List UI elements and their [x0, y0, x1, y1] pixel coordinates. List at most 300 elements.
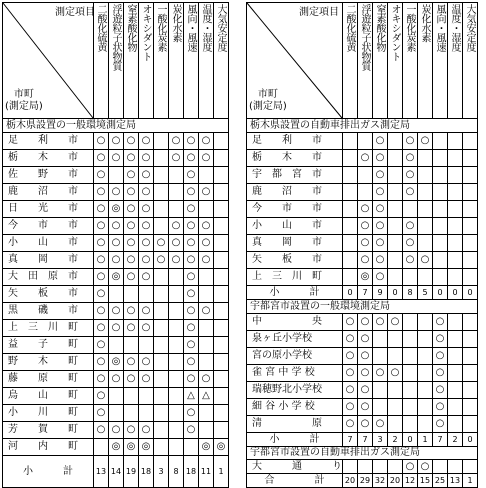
measure-cell: ○ [358, 365, 373, 382]
section-title: 栃木県設置の自動車排出ガス測定局 [247, 119, 478, 133]
measure-cell [214, 235, 229, 252]
measure-cell [358, 460, 373, 474]
measure-cell [388, 331, 403, 348]
station-name: 足 利 市 [247, 133, 343, 150]
measure-cell [418, 399, 433, 416]
measure-cell [403, 399, 418, 416]
measure-cell: ○ [403, 218, 418, 235]
measure-cell: ○ [199, 371, 214, 388]
item-label: 測定項目 [299, 7, 339, 18]
measure-cell: ○ [358, 235, 373, 252]
item-label: 測定項目 [55, 7, 95, 18]
measure-cell [124, 388, 139, 405]
measure-cell: ○ [373, 252, 388, 269]
station-name: 上 三 川 町 [3, 320, 94, 337]
measure-cell: ◎ [214, 439, 229, 456]
measure-cell: ○ [169, 133, 184, 150]
column-header-label: 風向・風速 [434, 4, 445, 52]
right-subtotal2-row [247, 433, 478, 447]
measure-cell: ○ [94, 167, 109, 184]
measure-cell: ◎ [199, 439, 214, 456]
column-header-label: 二酸化硫黄 [95, 4, 106, 52]
measure-cell [433, 201, 448, 218]
measure-cell: ○ [433, 314, 448, 331]
measure-cell [343, 184, 358, 201]
measure-cell: ○ [109, 133, 124, 150]
measure-cell [448, 218, 463, 235]
section-title: 栃木県設置の一般環境測定局 [3, 119, 229, 133]
station-name: 鹿 沼 市 [247, 184, 343, 201]
measure-cell: ○ [139, 354, 154, 371]
measure-cell: ○ [139, 235, 154, 252]
measure-cell: ○ [343, 365, 358, 382]
measure-cell: ○ [199, 218, 214, 235]
station-row [3, 320, 229, 337]
measure-cell: ○ [94, 235, 109, 252]
measure-cell: ○ [373, 314, 388, 331]
measure-cell [463, 399, 478, 416]
measure-cell: ○ [124, 218, 139, 235]
measure-cell [403, 382, 418, 399]
station-name: 清 原 [247, 416, 343, 433]
station-row [3, 252, 229, 269]
left-subtotal-row-value: 14 [109, 456, 124, 488]
measure-cell: ○ [373, 365, 388, 382]
right-subtotal2-row-value: 2 [448, 433, 463, 447]
station-row [3, 150, 229, 167]
measure-cell [433, 235, 448, 252]
measure-cell [169, 422, 184, 439]
measure-cell: ○ [124, 184, 139, 201]
measure-cell: ○ [139, 371, 154, 388]
station-row [247, 167, 478, 184]
station-name: 真 岡 市 [247, 235, 343, 252]
measure-cell: ○ [139, 218, 154, 235]
measure-cell [154, 320, 169, 337]
measure-cell [463, 133, 478, 150]
station-name: 泉ヶ丘小学校 [247, 331, 343, 348]
measure-cell: ◎ [358, 269, 373, 286]
station-name: 細 谷 小 学 校 [247, 399, 343, 416]
measure-cell [463, 252, 478, 269]
measure-cell: ○ [373, 235, 388, 252]
measure-cell [154, 337, 169, 354]
measure-cell [373, 331, 388, 348]
measure-cell: ○ [403, 133, 418, 150]
measure-cell [463, 331, 478, 348]
measure-cell [388, 201, 403, 218]
station-row [3, 303, 229, 320]
measure-cell [388, 460, 403, 474]
measure-cell: ○ [94, 320, 109, 337]
measure-cell: ○ [184, 371, 199, 388]
measure-cell: ○ [199, 303, 214, 320]
measure-cell [199, 286, 214, 303]
measure-cell [169, 371, 184, 388]
measure-cell: ○ [358, 382, 373, 399]
measure-cell: ○ [403, 167, 418, 184]
measure-cell [463, 218, 478, 235]
measure-cell [199, 354, 214, 371]
measure-cell: ○ [169, 252, 184, 269]
measure-cell: ◎ [109, 269, 124, 286]
station-row [3, 201, 229, 218]
station-row [3, 422, 229, 439]
station-name: 今 市 市 [247, 201, 343, 218]
station-name: 瑞穂野北小学校 [247, 382, 343, 399]
column-header [184, 3, 199, 119]
measure-cell: ○ [343, 399, 358, 416]
right-subtotal1-row-value: 0 [448, 286, 463, 300]
measure-cell: ○ [199, 184, 214, 201]
measure-cell: ○ [94, 133, 109, 150]
grand-total-row-value: 20 [388, 474, 403, 488]
right-subtotal2-row-value: 7 [358, 433, 373, 447]
measure-cell [418, 365, 433, 382]
station-row [3, 286, 229, 303]
measure-cell [448, 201, 463, 218]
measure-cell: ○ [94, 371, 109, 388]
measure-cell [433, 184, 448, 201]
station-name: 足 利 市 [3, 133, 94, 150]
station-row [3, 235, 229, 252]
measure-cell: ○ [169, 235, 184, 252]
column-header-label: 大気安定度 [215, 4, 226, 52]
measure-cell: ○ [139, 201, 154, 218]
measure-cell [373, 399, 388, 416]
measure-cell: ○ [94, 252, 109, 269]
measure-cell: ○ [109, 235, 124, 252]
section-title: 宇都宮市設置の一般環境測定局 [247, 300, 478, 314]
measure-cell [463, 201, 478, 218]
station-name: 矢 板 市 [247, 252, 343, 269]
measure-cell [139, 405, 154, 422]
measure-cell [448, 416, 463, 433]
measure-cell: ○ [403, 184, 418, 201]
right-subtotal1-row-value: 0 [343, 286, 358, 300]
station-name: 上 三 川 町 [247, 269, 343, 286]
measure-cell: △ [199, 388, 214, 405]
station-row [3, 337, 229, 354]
measure-cell [343, 218, 358, 235]
station-name: 小 山 市 [247, 218, 343, 235]
measure-cell [214, 133, 229, 150]
column-header-label: 風向・風速 [185, 4, 196, 52]
station-name: 野 木 町 [3, 354, 94, 371]
header-corner [3, 3, 94, 119]
measure-cell [448, 184, 463, 201]
left-subtotal-row-value: 19 [124, 456, 139, 488]
section-row [247, 447, 478, 460]
measure-cell [388, 252, 403, 269]
column-header-label: 一酸化炭素 [155, 4, 166, 52]
measure-cell: ○ [124, 303, 139, 320]
measure-cell [388, 133, 403, 150]
right-subtotal1-row-value: 7 [358, 286, 373, 300]
measure-cell [448, 314, 463, 331]
measure-cell [214, 286, 229, 303]
measure-cell [403, 201, 418, 218]
station-row [3, 405, 229, 422]
measure-cell: ○ [184, 184, 199, 201]
column-header [199, 3, 214, 119]
grand-total-row-label: 合 計 [247, 474, 343, 488]
measure-cell [448, 348, 463, 365]
measure-cell [418, 167, 433, 184]
grand-total-row-value: 29 [358, 474, 373, 488]
measure-cell [169, 303, 184, 320]
measure-cell [154, 439, 169, 456]
measure-cell: ○ [199, 133, 214, 150]
measure-cell [463, 167, 478, 184]
grand-total-row-value: 20 [343, 474, 358, 488]
measure-cell: ○ [94, 337, 109, 354]
grand-total-row-value: 25 [433, 474, 448, 488]
section-row [3, 119, 229, 133]
measure-cell: ◎ [139, 439, 154, 456]
measure-cell [388, 150, 403, 167]
measure-cell [154, 354, 169, 371]
measure-cell [388, 269, 403, 286]
measure-cell [388, 416, 403, 433]
measure-cell: ○ [154, 235, 169, 252]
measure-cell: ◎ [109, 201, 124, 218]
measure-cell: ○ [199, 235, 214, 252]
left-subtotal-row-value: 8 [169, 456, 184, 488]
section-row [247, 300, 478, 314]
measure-cell: ○ [343, 416, 358, 433]
measure-cell: ○ [109, 422, 124, 439]
measure-cell [373, 348, 388, 365]
right-subtotal1-row-label: 小 計 [247, 286, 343, 300]
measure-cell: ○ [124, 133, 139, 150]
station-name: 日 光 市 [3, 201, 94, 218]
measure-cell [154, 184, 169, 201]
measure-cell [403, 365, 418, 382]
right-header-row [247, 3, 478, 119]
station-row [247, 235, 478, 252]
measure-cell: ○ [94, 286, 109, 303]
measure-cell: ○ [139, 252, 154, 269]
measure-cell: ○ [358, 331, 373, 348]
measure-cell [388, 167, 403, 184]
measure-cell [463, 184, 478, 201]
station-row [247, 184, 478, 201]
grand-total-row-value: 32 [373, 474, 388, 488]
measure-cell: ○ [109, 320, 124, 337]
measure-cell [139, 286, 154, 303]
measure-cell [463, 416, 478, 433]
section-row [247, 119, 478, 133]
measure-cell [418, 416, 433, 433]
station-name: 藤 原 町 [3, 371, 94, 388]
measure-cell [463, 269, 478, 286]
measure-cell [448, 133, 463, 150]
measure-cell: ○ [124, 235, 139, 252]
measure-cell: ○ [433, 382, 448, 399]
right-subtotal1-row-value: 9 [373, 286, 388, 300]
measure-cell: ○ [358, 348, 373, 365]
station-name: 雀 宮 中 学 校 [247, 365, 343, 382]
column-header [448, 3, 463, 119]
station-name: 黒 磯 市 [3, 303, 94, 320]
station-row [247, 416, 478, 433]
right-subtotal2-row-value: 2 [388, 433, 403, 447]
measure-cell: ○ [124, 201, 139, 218]
measure-cell [169, 388, 184, 405]
station-name: 大 通 り [247, 460, 343, 474]
measure-cell [154, 422, 169, 439]
column-header-label: 温度・湿度 [449, 4, 460, 52]
station-row [247, 348, 478, 365]
measure-cell: ○ [373, 167, 388, 184]
measure-cell: ○ [184, 252, 199, 269]
area-label-line1: 市町 [13, 89, 34, 100]
station-name: 大 田 原 市 [3, 269, 94, 286]
measure-cell: ○ [373, 269, 388, 286]
left-subtotal-row-value: 13 [94, 456, 109, 488]
station-name: 河 内 町 [3, 439, 94, 456]
measure-cell [154, 201, 169, 218]
measure-cell: ○ [94, 354, 109, 371]
measure-cell [403, 331, 418, 348]
station-row [3, 218, 229, 235]
measure-cell [214, 337, 229, 354]
measure-cell: ○ [109, 252, 124, 269]
measure-cell: ○ [343, 382, 358, 399]
measure-cell: ○ [358, 252, 373, 269]
column-header [463, 3, 478, 119]
measure-cell [418, 382, 433, 399]
column-header-label: 浮遊粒子状物質 [359, 4, 370, 71]
measure-cell: ○ [433, 365, 448, 382]
measure-cell: ○ [109, 371, 124, 388]
measure-cell [388, 235, 403, 252]
measure-cell: ○ [343, 314, 358, 331]
measure-cell: ○ [124, 269, 139, 286]
left-subtotal-row-value: 18 [184, 456, 199, 488]
measure-cell [343, 201, 358, 218]
left-subtotal-row-value: 11 [199, 456, 214, 488]
section-title: 宇都宮市設置の自動車排出ガス測定局 [247, 447, 478, 460]
measure-cell [448, 150, 463, 167]
measure-cell [214, 405, 229, 422]
measure-cell [448, 460, 463, 474]
measure-cell: ○ [94, 269, 109, 286]
measure-cell [418, 348, 433, 365]
measure-cell [403, 314, 418, 331]
measure-cell [169, 286, 184, 303]
station-row [3, 133, 229, 150]
measure-cell: ○ [418, 252, 433, 269]
measure-cell: ○ [184, 422, 199, 439]
station-name: 中 央 [247, 314, 343, 331]
measure-cell [214, 201, 229, 218]
measure-cell: ○ [184, 269, 199, 286]
area-label [249, 89, 287, 113]
measure-cell: ○ [199, 150, 214, 167]
station-row [247, 365, 478, 382]
station-row [247, 218, 478, 235]
measure-cell: ○ [373, 133, 388, 150]
measure-cell: ○ [124, 354, 139, 371]
column-header [124, 3, 139, 119]
right-subtotal2-row-label: 小 計 [247, 433, 343, 447]
measure-cell [154, 269, 169, 286]
right-subtotal2-row-value: 7 [343, 433, 358, 447]
measure-cell [433, 460, 448, 474]
left-subtotal-row-value: 18 [139, 456, 154, 488]
station-name: 今 市 市 [3, 218, 94, 235]
measure-cell [214, 354, 229, 371]
measure-cell: ◎ [109, 354, 124, 371]
measure-cell [388, 218, 403, 235]
grand-total-row [247, 474, 478, 488]
column-header [418, 3, 433, 119]
measure-cell [418, 150, 433, 167]
column-header [154, 3, 169, 119]
column-header-label: オキシダント [140, 4, 151, 61]
column-header-label: 窒素酸化物 [374, 4, 385, 52]
measure-cell: ○ [403, 235, 418, 252]
measure-cell [433, 133, 448, 150]
column-header-label: 大気安定度 [464, 4, 475, 52]
measure-cell [433, 252, 448, 269]
column-header-label: 炭化水素 [170, 4, 181, 42]
measure-cell: ○ [109, 218, 124, 235]
measure-cell: ○ [184, 235, 199, 252]
measure-cell [154, 286, 169, 303]
station-row [3, 167, 229, 184]
measure-cell: ○ [433, 416, 448, 433]
measure-cell [448, 235, 463, 252]
right-subtotal1-row-value: 0 [433, 286, 448, 300]
right-subtotal2-row-value: 0 [403, 433, 418, 447]
measure-cell [463, 314, 478, 331]
measure-cell [109, 337, 124, 354]
measure-cell [343, 269, 358, 286]
measure-cell: ○ [184, 133, 199, 150]
measure-cell [448, 399, 463, 416]
measure-cell [418, 269, 433, 286]
measure-cell [109, 286, 124, 303]
station-row [3, 371, 229, 388]
measure-cell [109, 388, 124, 405]
measure-cell [214, 252, 229, 269]
measure-cell: ○ [124, 320, 139, 337]
measure-cell: △ [184, 388, 199, 405]
station-row [3, 269, 229, 286]
measure-cell [418, 331, 433, 348]
measure-cell [463, 150, 478, 167]
measure-cell: ○ [94, 405, 109, 422]
measure-cell: ○ [343, 348, 358, 365]
measure-cell: ○ [94, 150, 109, 167]
measure-cell: ○ [433, 331, 448, 348]
station-name: 矢 板 市 [3, 286, 94, 303]
measure-cell: ○ [184, 354, 199, 371]
measure-cell: ○ [94, 422, 109, 439]
measure-cell [433, 167, 448, 184]
station-name: 栃 木 市 [247, 150, 343, 167]
station-row [247, 399, 478, 416]
measure-cell: ○ [418, 133, 433, 150]
measure-cell: ○ [403, 150, 418, 167]
measure-cell: ◎ [109, 439, 124, 456]
measure-cell [124, 405, 139, 422]
station-row [3, 388, 229, 405]
column-header-label: 二酸化硫黄 [344, 4, 355, 52]
